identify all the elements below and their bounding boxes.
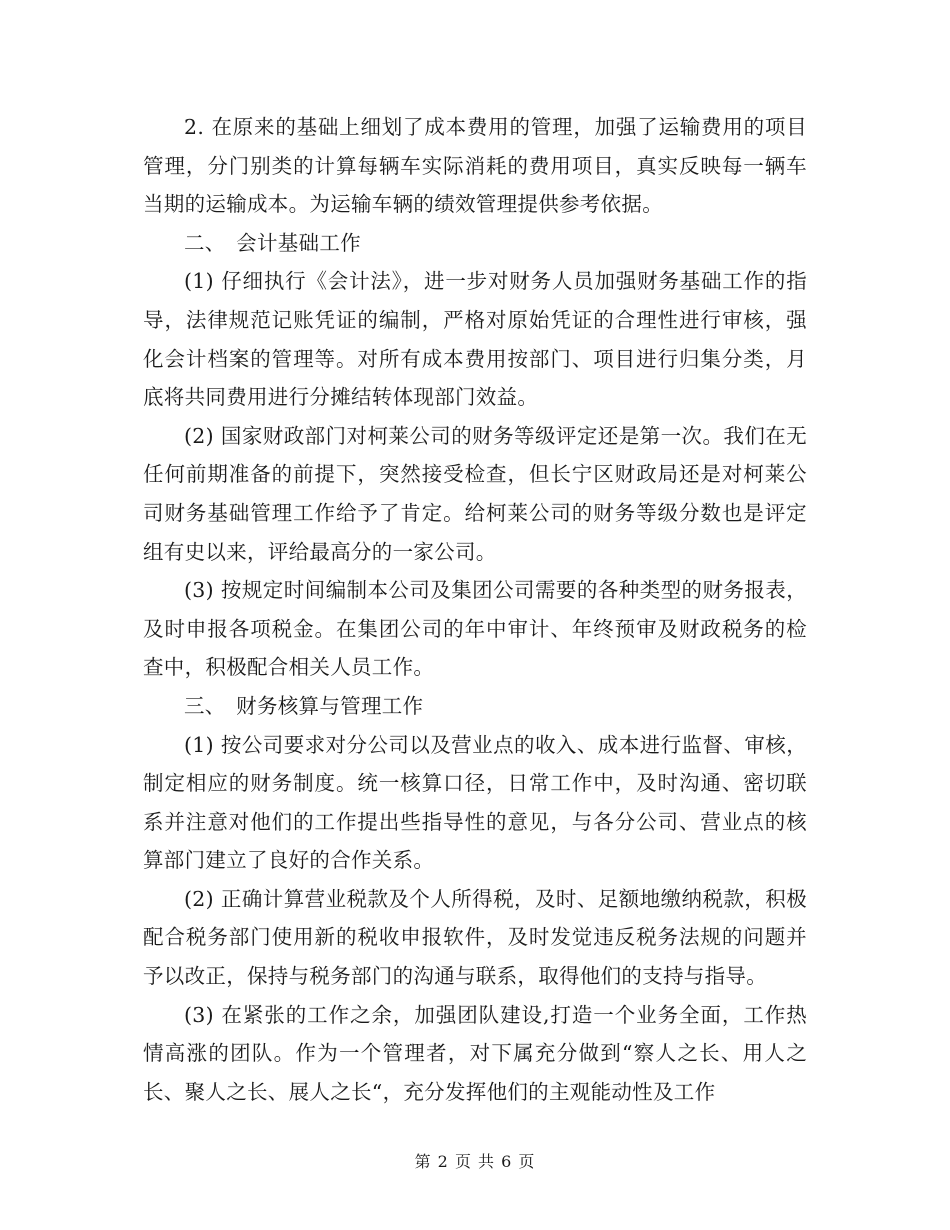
paragraph-financial-reports: (3) 按规定时间编制本公司及集团公司需要的各种类型的财务报表，及时申报各项税金。在集团公司的年中审计、年终预审及财政税务的检查中，积极配合相关人员工作。 (143, 578, 807, 680)
document-body (143, 108, 807, 1111)
section-heading-accounting-basics: 二、 会计基础工作 (184, 230, 361, 255)
paragraph-team-building: (3) 在紧张的工作之余，加强团队建设,打造一个业务全面，工作热情高涨的团队。作为一个管理者，对下属充分做到“察人之长、用人之长、聚人之长、展人之长“，充分发挥他们的主观能动性及工作 (143, 1002, 807, 1104)
paragraph-finance-rating: (2) 国家财政部门对柯莱公司的财务等级评定还是第一次。我们在无任何前期准备的前提下，突然接受检查，但长宁区财政局还是对柯莱公司财务基础管理工作给予了肯定。给柯莱公司的财务等级分数也是评定组有史以来，评给最高分的一家公司。 (143, 423, 807, 564)
page-number-footer: 第 2 页 共 6 页 (414, 1152, 536, 1171)
paragraph-accounting-law: (1) 仔细执行《会计法》，进一步对财务人员加强财务基础工作的指导，法律规范记账凭证的编制，严格对原始凭证的合理性进行审核，强化会计档案的管理等。对所有成本费用按部门、项目进行归集分类，月底将共同费用进行分摊结转体现部门效益。 (143, 269, 807, 410)
paragraph-tax-payment: (2) 正确计算营业税款及个人所得税，及时、足额地缴纳税款，积极配合税务部门使用新的税收申报软件，及时发觉违反税务法规的问题并予以改正，保持与税务部门的沟通与联系，取得他们的支持与指导。 (143, 886, 807, 989)
section-heading-financial-accounting: 三、 财务核算与管理工作 (184, 693, 424, 718)
paragraph-cost-management: 2. 在原来的基础上细划了成本费用的管理，加强了运输费用的项目管理，分门别类的计算每辆车实际消耗的费用项目，真实反映每一辆车当期的运输成本。为运输车辆的绩效管理提供参考依据。 (143, 115, 807, 217)
paragraph-branch-supervision: (1) 按公司要求对分公司以及营业点的收入、成本进行监督、审核，制定相应的财务制度。统一核算口径，日常工作中，及时沟通、密切联系并注意对他们的工作提出些指导性的意见，与各分公司、营业点的核算部门建立了良好的合作关系。 (143, 732, 807, 873)
